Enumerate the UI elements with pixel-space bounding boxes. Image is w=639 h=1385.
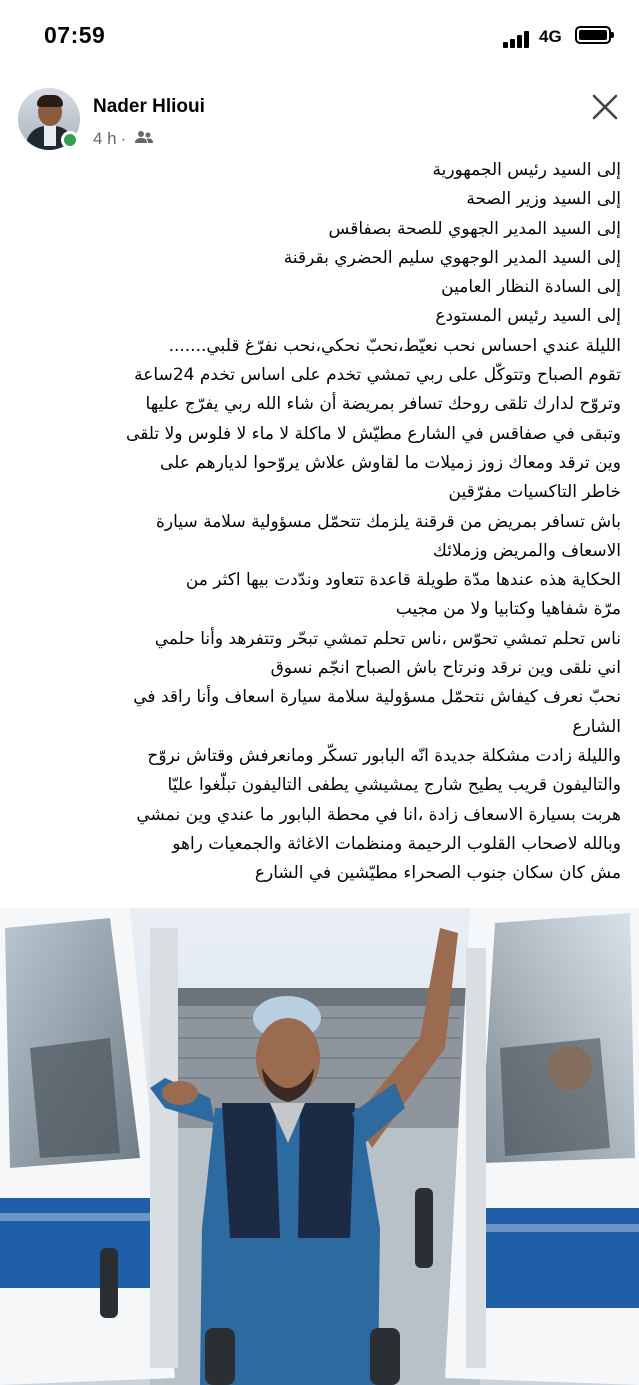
post-text-line: إلى السيد المدير الوجهوي سليم الحضري بقرقنة [283, 247, 621, 268]
post-text-line: مش كان سكان جنوب الصحراء مطيّشين في الشارع [254, 863, 621, 884]
post-text-line: الشارع [572, 716, 621, 737]
post-text-line: مرّة شفاهيا وكتابيا ولا من مجيب [395, 599, 621, 620]
post-text-line: الليلة عندي احساس نحب نعيّط،نحبّ نحكي،نحب نفرّغ قلبي....... [168, 335, 621, 356]
ambulance-photo [0, 908, 639, 1385]
post-text-line: إلى السادة النظار العامين [441, 277, 621, 298]
post-text-line: وتبقى في صفاقس في الشارع مطيّش لا ماكلة لا ماء لا فلوس ولا تلقى [126, 423, 621, 444]
battery-level [579, 30, 607, 40]
post-text-line: نحبّ نعرف كيفاش نتحمّل مسؤولية سلامة سيارة اسعاف وأنا راقد في [133, 687, 621, 708]
post-photo[interactable] [0, 908, 639, 1385]
post-text-line: الحكاية هذه عندها مدّة طويلة قاعدة تتعاود وندّدت بيها اكثر من [185, 570, 621, 591]
post-text-line: إلى السيد رئيس الجمهورية [432, 160, 621, 180]
post-time[interactable]: 4 h [93, 129, 117, 148]
network-type: 4G [539, 27, 562, 46]
battery-icon [575, 26, 611, 44]
signal-icon [503, 30, 533, 48]
friends-icon [134, 129, 154, 149]
post-text-line: تقوم الصباح وتتوكّل على ربي تمشي تخدم على اساس تخدم 24ساعة [134, 365, 621, 386]
status-time: 07:59 [44, 22, 106, 48]
post-text-line: وبالله لاصحاب القلوب الرحيمة ومنظمات الاغاثة والجمعيات راهو [172, 833, 621, 854]
status-bar [0, 0, 639, 80]
post-text-line: ناس تحلم تمشي تحوّس ،ناس تحلم تمشي تبحّر وتتفرهد وأنا حلمي [154, 628, 621, 649]
post-text-line: إلى السيد رئيس المستودع [435, 306, 621, 327]
post-text-line: إلى السيد وزير الصحة [466, 189, 621, 210]
post-text-line: إلى السيد المدير الجهوي للصحة بصفاقس [328, 218, 621, 239]
post-text-line: وتروّح لدارك تلقى روحك تسافر بمريضة أن شاء الله ربي يفرّج عليها [145, 394, 621, 415]
close-icon[interactable] [590, 92, 620, 122]
post-text-line: والتاليفون قريب يطيح شارج يمشيشي يطفى التاليفون تبلّغوا عليّا [167, 775, 621, 796]
author-name[interactable]: Nader Hlioui [93, 96, 205, 117]
post-text-line: باش تسافر بمريض من قرقنة يلزمك تتحمّل مسؤولية سلامة سيارة [156, 511, 621, 532]
post-text-line: هربت بسيارة الاسعاف زادة ،انا في محطة البابور ما عندي وين نمشي [136, 804, 621, 825]
post-text-line: الاسعاف والمريض وزملائك [432, 540, 621, 561]
post-meta [93, 129, 154, 149]
post-text-line: اني نلقى وين نرقد ونرتاح باش الصباح انجّم نسوق [270, 658, 621, 679]
post-text-line: والليلة زادت مشكلة جديدة انّه البابور تسكّر ومانعرفش وقتاش نروّح [147, 745, 621, 766]
online-status-dot [61, 131, 79, 149]
meta-separator: · [120, 129, 127, 148]
post-text-line: خاطر التاكسيات مفرّقين [448, 482, 621, 503]
post-text-line: وين ترقد ومعاك زوز زميلات ما لقاوش علاش يروّحوا لديارهم على [159, 452, 621, 473]
post-body [18, 156, 621, 888]
